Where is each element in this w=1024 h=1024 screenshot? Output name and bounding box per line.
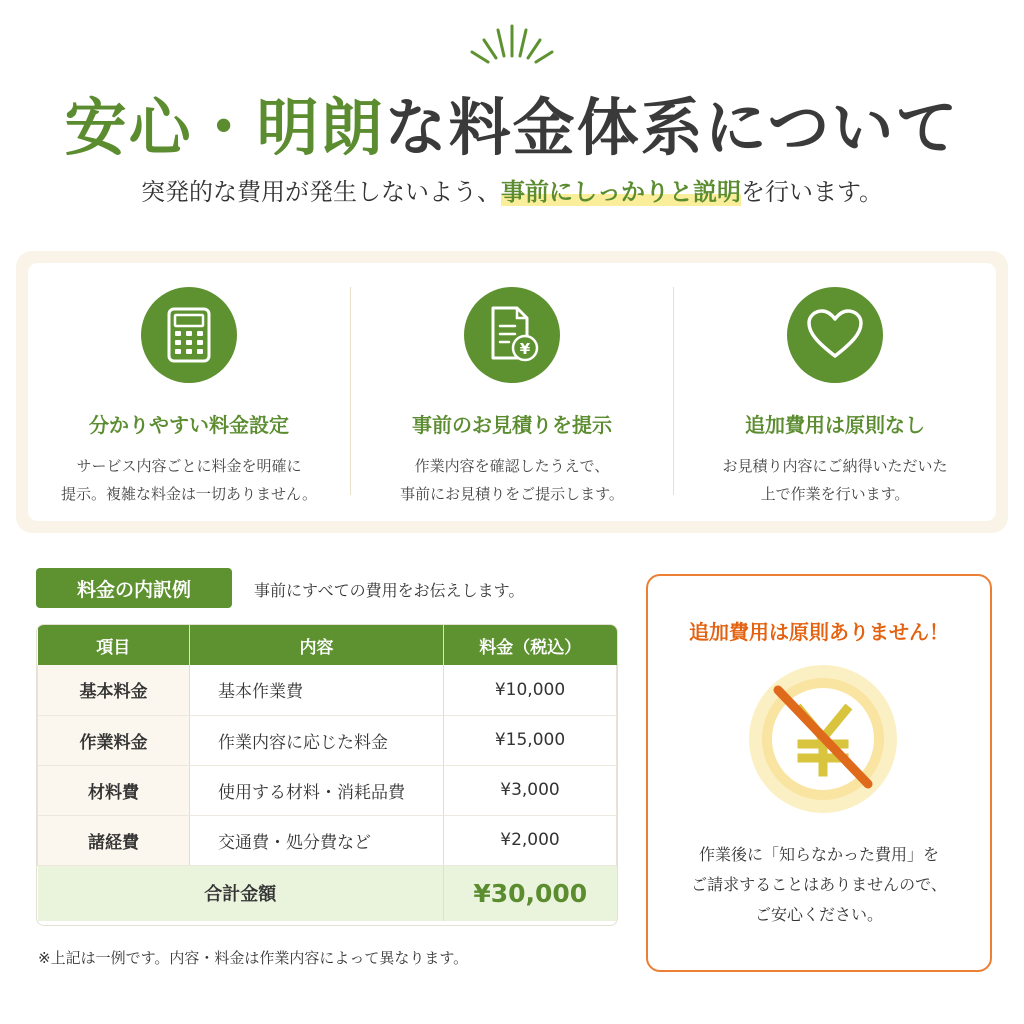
- column-header-price: 料金（税込）: [444, 625, 617, 665]
- page-subtitle: [0, 172, 1024, 207]
- feature-advance-estimate: [350, 287, 673, 503]
- heart-icon: [787, 287, 883, 383]
- row-item: 諸経費: [38, 815, 190, 865]
- feature-clear-pricing: [28, 287, 350, 503]
- calculator-icon: [141, 287, 237, 383]
- table-row: [38, 815, 617, 865]
- no-extra-fee-line: 作業後に「知らなかった費用」を: [698, 845, 939, 864]
- estimate-document-yen-icon: [464, 287, 560, 383]
- table-row: [38, 715, 617, 765]
- title-highlight: 安心・明朗: [64, 91, 385, 164]
- subtitle-highlight: 事前にしっかりと説明: [500, 178, 741, 206]
- breakdown-description: 事前にすべての費用をお伝えします。: [254, 581, 525, 600]
- breakdown-note: ※上記は一例です。内容・料金は作業内容によって異なります。: [38, 949, 469, 967]
- row-content: 交通費・処分費など: [190, 815, 444, 865]
- table-row: [38, 765, 617, 815]
- row-content: 基本作業費: [190, 665, 444, 715]
- feature-no-extra-charges: [673, 287, 996, 503]
- subtitle-pre: 突発的な費用が発生しないよう、: [140, 178, 501, 206]
- svg-text:¥: ¥: [519, 340, 531, 358]
- subtitle-post: を行います。: [740, 178, 884, 206]
- column-header-item: 項目: [38, 625, 190, 665]
- feature-description: [674, 452, 996, 508]
- feature-description-line: 事前にお見積りをご提示します。: [400, 485, 624, 503]
- feature-title: 事前のお見積りを提示: [412, 413, 612, 437]
- feature-description-line: お見積り内容にご納得いただいた: [722, 457, 948, 475]
- price-table: [37, 625, 617, 921]
- no-extra-fee-description: [648, 840, 990, 930]
- feature-description-line: 提示。複雑な料金は一切ありません。: [61, 485, 317, 503]
- feature-title: 分かりやすい料金設定: [89, 413, 289, 437]
- row-price: ¥3,000: [444, 765, 617, 815]
- no-extra-fee-title: 追加費用は原則ありません！: [689, 620, 949, 644]
- row-item: 基本料金: [38, 665, 190, 715]
- row-content: 作業内容に応じた料金: [190, 715, 444, 765]
- row-price: ¥15,000: [444, 715, 617, 765]
- feature-title: 追加費用は原則なし: [745, 413, 925, 437]
- page-title: [0, 78, 1024, 167]
- breakdown-tag: 料金の内訳例: [36, 568, 232, 608]
- feature-description-line: サービス内容ごとに料金を明確に: [76, 457, 302, 475]
- total-label: 合計金額: [38, 865, 444, 921]
- row-item: 材料費: [38, 765, 190, 815]
- feature-description-line: 作業内容を確認したうえで、: [414, 457, 610, 475]
- table-row: [38, 665, 617, 715]
- title-rest: な料金体系について: [384, 91, 960, 164]
- row-price: ¥10,000: [444, 665, 617, 715]
- no-extra-fee-line: ご安心ください。: [754, 905, 883, 924]
- feature-description: [351, 452, 673, 508]
- feature-description-line: 上で作業を行います。: [760, 485, 910, 503]
- features-panel: [16, 251, 1008, 533]
- no-extra-fee-box: [646, 574, 992, 972]
- no-extra-fee-line: ご請求することはありませんので、: [691, 875, 947, 894]
- table-header-row: [38, 625, 617, 665]
- row-item: 作業料金: [38, 715, 190, 765]
- sparkle-burst-icon: [462, 20, 562, 66]
- row-content: 使用する材料・消耗品費: [190, 765, 444, 815]
- no-yen-icon: [748, 664, 898, 814]
- feature-description: [28, 452, 350, 508]
- price-table-container: [36, 624, 618, 926]
- table-total-row: [38, 865, 617, 921]
- total-value: ¥30,000: [444, 865, 617, 921]
- row-price: ¥2,000: [444, 815, 617, 865]
- column-header-content: 内容: [190, 625, 444, 665]
